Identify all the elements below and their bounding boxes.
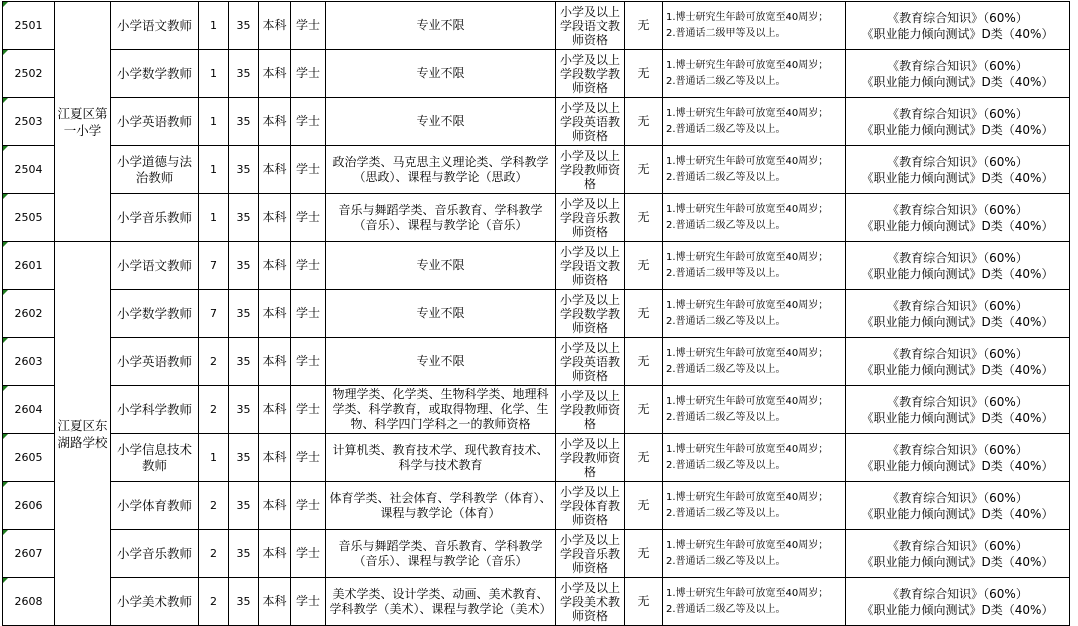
extra-condition: 无 — [625, 386, 663, 434]
major-requirement: 专业不限 — [326, 338, 556, 386]
age-limit: 35 — [229, 98, 259, 146]
condition-line: 2.普通话二级乙等及以上。 — [666, 315, 786, 327]
degree: 学士 — [291, 242, 326, 290]
extra-condition: 无 — [625, 338, 663, 386]
employer-unit: 江夏区东湖路学校 — [55, 242, 111, 626]
education: 本科 — [259, 2, 291, 50]
age-limit: 35 — [229, 338, 259, 386]
education: 本科 — [259, 98, 291, 146]
extra-condition: 无 — [625, 146, 663, 194]
condition-line: 2.普通话二级乙等及以上。 — [666, 123, 786, 135]
age-limit: 35 — [229, 530, 259, 578]
condition-line: 1.博士研究生年龄可放宽至40周岁； — [666, 587, 829, 599]
certificate-requirement: 小学及以上学段教师资格 — [556, 386, 625, 434]
extra-condition: 无 — [625, 434, 663, 482]
other-conditions — [663, 290, 846, 338]
other-conditions — [663, 386, 846, 434]
table-row — [3, 530, 1070, 578]
table-row — [3, 2, 1070, 50]
age-limit: 35 — [229, 242, 259, 290]
exam-subjects — [846, 2, 1070, 50]
position-name: 小学信息技术教师 — [111, 434, 199, 482]
major-requirement: 音乐与舞蹈学类、音乐教育、学科教学（音乐）、课程与教学论（音乐） — [326, 194, 556, 242]
hire-count: 1 — [199, 434, 229, 482]
table-row — [3, 98, 1070, 146]
certificate-requirement: 小学及以上学段英语教师资格 — [556, 98, 625, 146]
degree: 学士 — [291, 386, 326, 434]
table-row — [3, 386, 1070, 434]
major-requirement: 专业不限 — [326, 50, 556, 98]
condition-line: 1.博士研究生年龄可放宽至40周岁； — [666, 395, 829, 407]
position-name: 小学数学教师 — [111, 290, 199, 338]
condition-line: 1.博士研究生年龄可放宽至40周岁； — [666, 251, 829, 263]
age-limit: 35 — [229, 434, 259, 482]
exam-subjects — [846, 98, 1070, 146]
age-limit: 35 — [229, 194, 259, 242]
exam-line: 《职业能力倾向测试》D类（40%） — [861, 74, 1054, 89]
major-requirement: 专业不限 — [326, 242, 556, 290]
condition-line: 1.博士研究生年龄可放宽至40周岁； — [666, 203, 829, 215]
position-name: 小学音乐教师 — [111, 530, 199, 578]
degree: 学士 — [291, 50, 326, 98]
condition-line: 2.普通话二级乙等及以上。 — [666, 603, 786, 615]
position-code: 2601 — [3, 242, 55, 290]
exam-line: 《教育综合知识》（60%） — [887, 154, 1028, 169]
extra-condition: 无 — [625, 2, 663, 50]
position-code: 2605 — [3, 434, 55, 482]
certificate-requirement: 小学及以上学段音乐教师资格 — [556, 194, 625, 242]
exam-subjects — [846, 146, 1070, 194]
exam-line: 《职业能力倾向测试》D类（40%） — [861, 26, 1054, 41]
condition-line: 2.普通话二级乙等及以上。 — [666, 507, 786, 519]
hire-count: 1 — [199, 98, 229, 146]
exam-line: 《教育综合知识》（60%） — [887, 10, 1028, 25]
condition-line: 1.博士研究生年龄可放宽至40周岁； — [666, 347, 829, 359]
education: 本科 — [259, 482, 291, 530]
position-name: 小学数学教师 — [111, 50, 199, 98]
certificate-requirement: 小学及以上学段体育教师资格 — [556, 482, 625, 530]
other-conditions — [663, 2, 846, 50]
exam-line: 《职业能力倾向测试》D类（40%） — [861, 170, 1054, 185]
position-code: 2502 — [3, 50, 55, 98]
other-conditions — [663, 578, 846, 626]
employer-unit: 江夏区第一小学 — [55, 2, 111, 242]
exam-line: 《职业能力倾向测试》D类（40%） — [861, 506, 1054, 521]
table-row — [3, 242, 1070, 290]
extra-condition: 无 — [625, 242, 663, 290]
education: 本科 — [259, 242, 291, 290]
age-limit: 35 — [229, 386, 259, 434]
position-name: 小学科学教师 — [111, 386, 199, 434]
exam-line: 《职业能力倾向测试》D类（40%） — [861, 554, 1054, 569]
extra-condition: 无 — [625, 530, 663, 578]
exam-subjects — [846, 386, 1070, 434]
position-code: 2603 — [3, 338, 55, 386]
hire-count: 2 — [199, 578, 229, 626]
table-row — [3, 338, 1070, 386]
major-requirement: 政治学类、马克思主义理论类、学科教学（思政）、课程与教学论（思政） — [326, 146, 556, 194]
exam-subjects — [846, 50, 1070, 98]
condition-line: 2.普通话二级乙等及以上。 — [666, 459, 786, 471]
other-conditions — [663, 434, 846, 482]
degree: 学士 — [291, 578, 326, 626]
education: 本科 — [259, 530, 291, 578]
age-limit: 35 — [229, 290, 259, 338]
condition-line: 2.普通话二级甲等及以上。 — [666, 267, 786, 279]
condition-line: 2.普通话二级乙等及以上。 — [666, 75, 786, 87]
education: 本科 — [259, 50, 291, 98]
certificate-requirement: 小学及以上学段美术教师资格 — [556, 578, 625, 626]
condition-line: 1.博士研究生年龄可放宽至40周岁； — [666, 107, 829, 119]
hire-count: 7 — [199, 290, 229, 338]
recruitment-table — [2, 1, 1070, 626]
position-name: 小学音乐教师 — [111, 194, 199, 242]
other-conditions — [663, 194, 846, 242]
certificate-requirement: 小学及以上学段音乐教师资格 — [556, 530, 625, 578]
other-conditions — [663, 242, 846, 290]
hire-count: 1 — [199, 194, 229, 242]
major-requirement: 物理学类、化学类、生物科学类、地理科学类、科学教育，或取得物理、化学、生物、科学四门学科之一的教师资格 — [326, 386, 556, 434]
major-requirement: 体育学类、社会体育、学科教学（体育）、课程与教学论（体育） — [326, 482, 556, 530]
condition-line: 2.普通话二级乙等及以上。 — [666, 555, 786, 567]
exam-subjects — [846, 242, 1070, 290]
exam-subjects — [846, 482, 1070, 530]
age-limit: 35 — [229, 482, 259, 530]
condition-line: 1.博士研究生年龄可放宽至40周岁； — [666, 155, 829, 167]
other-conditions — [663, 530, 846, 578]
condition-line: 1.博士研究生年龄可放宽至40周岁； — [666, 11, 829, 23]
table-row — [3, 578, 1070, 626]
exam-line: 《教育综合知识》（60%） — [887, 442, 1028, 457]
exam-line: 《职业能力倾向测试》D类（40%） — [861, 266, 1054, 281]
hire-count: 1 — [199, 50, 229, 98]
position-code: 2604 — [3, 386, 55, 434]
position-code: 2602 — [3, 290, 55, 338]
age-limit: 35 — [229, 50, 259, 98]
condition-line: 1.博士研究生年龄可放宽至40周岁； — [666, 59, 829, 71]
certificate-requirement: 小学及以上学段语文教师资格 — [556, 242, 625, 290]
extra-condition: 无 — [625, 194, 663, 242]
exam-subjects — [846, 530, 1070, 578]
degree: 学士 — [291, 194, 326, 242]
exam-line: 《教育综合知识》（60%） — [887, 346, 1028, 361]
position-code: 2608 — [3, 578, 55, 626]
exam-subjects — [846, 578, 1070, 626]
exam-subjects — [846, 338, 1070, 386]
exam-subjects — [846, 290, 1070, 338]
exam-subjects — [846, 194, 1070, 242]
education: 本科 — [259, 434, 291, 482]
condition-line: 1.博士研究生年龄可放宽至40周岁； — [666, 299, 829, 311]
hire-count: 7 — [199, 242, 229, 290]
other-conditions — [663, 98, 846, 146]
position-name: 小学语文教师 — [111, 242, 199, 290]
exam-line: 《教育综合知识》（60%） — [887, 538, 1028, 553]
age-limit: 35 — [229, 2, 259, 50]
position-code: 2503 — [3, 98, 55, 146]
hire-count: 1 — [199, 2, 229, 50]
hire-count: 2 — [199, 338, 229, 386]
major-requirement: 专业不限 — [326, 2, 556, 50]
degree: 学士 — [291, 482, 326, 530]
position-name: 小学英语教师 — [111, 338, 199, 386]
major-requirement: 计算机类、教育技术学、现代教育技术、科学与技术教育 — [326, 434, 556, 482]
table-row — [3, 482, 1070, 530]
position-name: 小学体育教师 — [111, 482, 199, 530]
degree: 学士 — [291, 530, 326, 578]
education: 本科 — [259, 386, 291, 434]
degree: 学士 — [291, 290, 326, 338]
degree: 学士 — [291, 338, 326, 386]
certificate-requirement: 小学及以上学段语文教师资格 — [556, 2, 625, 50]
position-code: 2606 — [3, 482, 55, 530]
exam-line: 《教育综合知识》（60%） — [887, 202, 1028, 217]
exam-line: 《教育综合知识》（60%） — [887, 490, 1028, 505]
exam-line: 《职业能力倾向测试》D类（40%） — [861, 218, 1054, 233]
major-requirement: 美术学类、设计学类、动画、美术教育、学科教学（美术）、课程与教学论（美术） — [326, 578, 556, 626]
extra-condition: 无 — [625, 290, 663, 338]
extra-condition: 无 — [625, 98, 663, 146]
table-row — [3, 194, 1070, 242]
education: 本科 — [259, 194, 291, 242]
table-row — [3, 50, 1070, 98]
exam-line: 《教育综合知识》（60%） — [887, 106, 1028, 121]
position-code: 2501 — [3, 2, 55, 50]
hire-count: 2 — [199, 530, 229, 578]
condition-line: 2.普通话二级乙等及以上。 — [666, 363, 786, 375]
degree: 学士 — [291, 2, 326, 50]
extra-condition: 无 — [625, 578, 663, 626]
age-limit: 35 — [229, 146, 259, 194]
exam-line: 《教育综合知识》（60%） — [887, 250, 1028, 265]
certificate-requirement: 小学及以上学段数学教师资格 — [556, 50, 625, 98]
degree: 学士 — [291, 434, 326, 482]
education: 本科 — [259, 146, 291, 194]
condition-line: 2.普通话二级乙等及以上。 — [666, 171, 786, 183]
exam-line: 《教育综合知识》（60%） — [887, 586, 1028, 601]
exam-line: 《教育综合知识》（60%） — [887, 298, 1028, 313]
condition-line: 1.博士研究生年龄可放宽至40周岁； — [666, 539, 829, 551]
condition-line: 2.普通话二级乙等及以上。 — [666, 219, 786, 231]
degree: 学士 — [291, 98, 326, 146]
table-row — [3, 434, 1070, 482]
exam-line: 《职业能力倾向测试》D类（40%） — [861, 410, 1054, 425]
major-requirement: 音乐与舞蹈学类、音乐教育、学科教学（音乐）、课程与教学论（音乐） — [326, 530, 556, 578]
condition-line: 1.博士研究生年龄可放宽至40周岁； — [666, 443, 829, 455]
other-conditions — [663, 146, 846, 194]
condition-line: 2.普通话二级乙等及以上。 — [666, 411, 786, 423]
position-code: 2504 — [3, 146, 55, 194]
exam-line: 《教育综合知识》（60%） — [887, 58, 1028, 73]
position-name: 小学英语教师 — [111, 98, 199, 146]
position-name: 小学道德与法治教师 — [111, 146, 199, 194]
position-code: 2607 — [3, 530, 55, 578]
position-code: 2505 — [3, 194, 55, 242]
other-conditions — [663, 338, 846, 386]
education: 本科 — [259, 290, 291, 338]
extra-condition: 无 — [625, 482, 663, 530]
certificate-requirement: 小学及以上学段数学教师资格 — [556, 290, 625, 338]
education: 本科 — [259, 338, 291, 386]
hire-count: 2 — [199, 482, 229, 530]
certificate-requirement: 小学及以上学段教师资格 — [556, 146, 625, 194]
position-name: 小学美术教师 — [111, 578, 199, 626]
certificate-requirement: 小学及以上学段教师资格 — [556, 434, 625, 482]
other-conditions — [663, 50, 846, 98]
position-name: 小学语文教师 — [111, 2, 199, 50]
major-requirement: 专业不限 — [326, 290, 556, 338]
exam-line: 《职业能力倾向测试》D类（40%） — [861, 602, 1054, 617]
other-conditions — [663, 482, 846, 530]
exam-line: 《职业能力倾向测试》D类（40%） — [861, 122, 1054, 137]
condition-line: 1.博士研究生年龄可放宽至40周岁； — [666, 491, 829, 503]
hire-count: 1 — [199, 146, 229, 194]
condition-line: 2.普通话二级甲等及以上。 — [666, 27, 786, 39]
exam-line: 《教育综合知识》（60%） — [887, 394, 1028, 409]
extra-condition: 无 — [625, 50, 663, 98]
exam-line: 《职业能力倾向测试》D类（40%） — [861, 458, 1054, 473]
major-requirement: 专业不限 — [326, 98, 556, 146]
exam-subjects — [846, 434, 1070, 482]
exam-line: 《职业能力倾向测试》D类（40%） — [861, 362, 1054, 377]
table-row — [3, 146, 1070, 194]
exam-line: 《职业能力倾向测试》D类（40%） — [861, 314, 1054, 329]
table-row — [3, 290, 1070, 338]
certificate-requirement: 小学及以上学段英语教师资格 — [556, 338, 625, 386]
age-limit: 35 — [229, 578, 259, 626]
education: 本科 — [259, 578, 291, 626]
degree: 学士 — [291, 146, 326, 194]
hire-count: 2 — [199, 386, 229, 434]
